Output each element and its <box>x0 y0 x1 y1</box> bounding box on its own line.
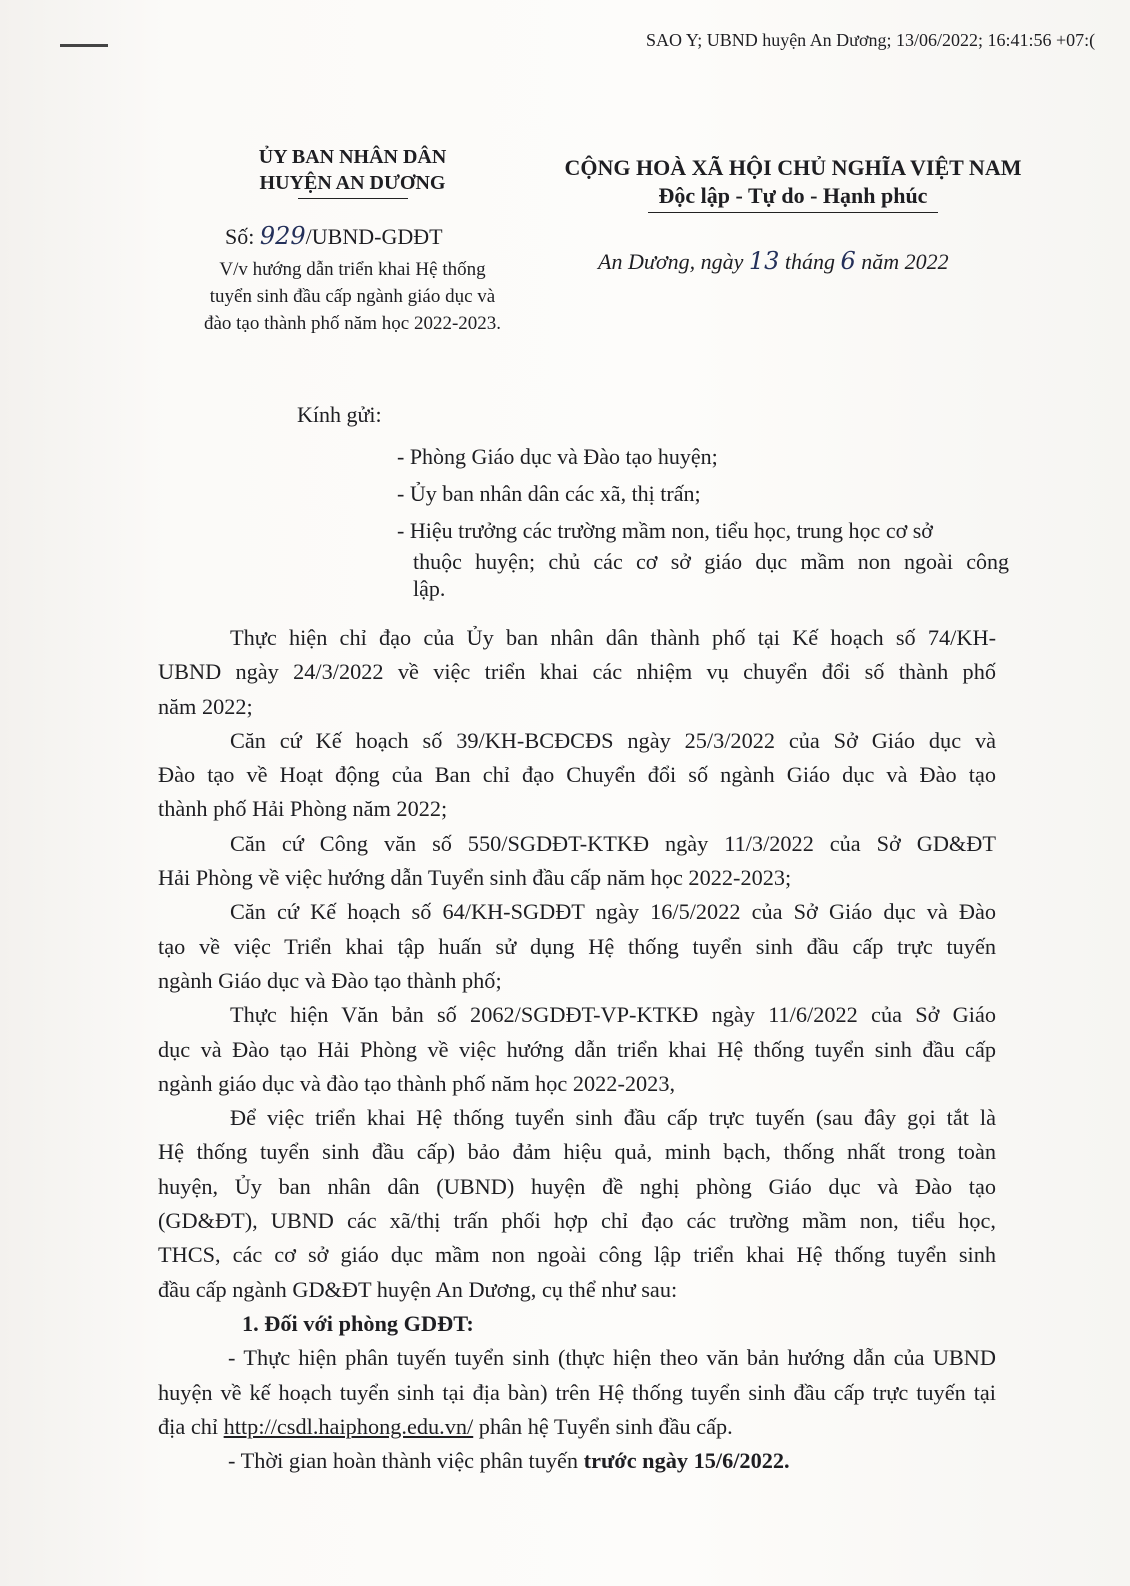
paragraph-line: Đào tạo về Hoạt động của Ban chỉ đạo Chuyển đổi số ngành Giáo dục và Đào tạo <box>158 762 996 788</box>
item-line <box>158 1444 996 1478</box>
date-text: tháng <box>779 249 841 274</box>
paragraph-line: đầu cấp ngành GD&ĐT huyện An Dương, cụ thể như sau: <box>158 1276 678 1302</box>
date-text: An Dương, ngày <box>598 249 749 274</box>
so-code: /UBND-GDĐT <box>305 224 443 249</box>
document-date <box>598 247 949 275</box>
recipients <box>397 438 1009 603</box>
paragraph-line: Để việc triển khai Hệ thống tuyển sinh đầu cấp trực tuyến (sau đây gọi tắt là <box>230 1105 996 1131</box>
paragraph-line: ngành Giáo dục và Đào tạo thành phố; <box>158 967 502 993</box>
paragraph-line: huyện, Ủy ban nhân dân (UBND) huyện đề nghị phòng Giáo dục và Đào tạo <box>158 1173 996 1199</box>
recipient-continued: thuộc huyện; chủ các cơ sở giáo dục mầm non ngoài công <box>413 549 1009 574</box>
issuer-header <box>200 144 505 199</box>
so-label: Số: <box>225 224 260 249</box>
paragraph-line: dục và Đào tạo Hải Phòng về việc hướng dẫn triển khai Hệ thống tuyển sinh đầu cấp <box>158 1036 996 1062</box>
item-line <box>158 1410 996 1444</box>
paragraph-line: Căn cứ Kế hoạch số 64/KH-SGDĐT ngày 16/5/2022 của Sở Giáo dục và Đào <box>230 899 996 925</box>
paragraph-line: năm 2022; <box>158 693 253 719</box>
paragraph-line: ngành giáo dục và đào tạo thành phố năm học 2022-2023, <box>158 1070 676 1096</box>
recipient: - Hiệu trưởng các trường mầm non, tiểu học, trung học cơ sở <box>397 518 933 543</box>
scan-mark <box>60 44 108 47</box>
item-line: huyện về kế hoạch tuyển sinh tại địa bàn) trên Hệ thống tuyển sinh đầu cấp trực tuyến tại <box>158 1379 996 1405</box>
issuer-line1: ỦY BAN NHÂN DÂN <box>258 146 447 168</box>
paragraph-line: (GD&ĐT), UBND các xã/thị trấn phối hợp chỉ đạo các trường mầm non, tiểu học, <box>158 1208 996 1234</box>
paragraph-line: thành phố Hải Phòng năm 2022; <box>158 796 448 822</box>
subject-line: V/v hướng dẫn triển khai Hệ thống <box>219 259 486 280</box>
csdl-link[interactable]: http://csdl.haiphong.edu.vn/ <box>223 1413 474 1439</box>
item-text: địa chỉ <box>158 1413 224 1439</box>
subject <box>180 256 525 337</box>
paragraph-line: Thực hiện chỉ đạo của Ủy ban nhân dân thành phố tại Kế hoạch số 74/KH- <box>230 625 996 650</box>
paragraph-line: UBND ngày 24/3/2022 về việc triển khai các nhiệm vụ chuyển đổi số thành phố <box>158 659 996 685</box>
section-heading: 1. Đối với phòng GDĐT: <box>242 1310 474 1336</box>
handwritten-day: 13 <box>748 247 780 275</box>
recipient-continued: lập. <box>413 576 446 601</box>
deadline: trước ngày 15/6/2022. <box>583 1448 790 1474</box>
paragraph-line: Căn cứ Công văn số 550/SGDĐT-KTKĐ ngày 11/3/2022 của Sở GD&ĐT <box>230 830 996 856</box>
subject-line: tuyển sinh đầu cấp ngành giáo dục và <box>209 286 496 307</box>
paragraph-line: Căn cứ Kế hoạch số 39/KH-BCĐCĐS ngày 25/3/2022 của Sở Giáo dục và <box>230 727 996 753</box>
greeting: Kính gửi: <box>297 402 382 427</box>
handwritten-number: 929 <box>259 222 306 250</box>
national-header <box>548 154 1038 213</box>
handwritten-month: 6 <box>840 247 856 275</box>
paragraph-line: THCS, các cơ sở giáo dục mầm non ngoài công lập triển khai Hệ thống tuyển sinh <box>158 1242 996 1268</box>
recipient: - Ủy ban nhân dân các xã, thị trấn; <box>397 481 701 506</box>
paragraph-line: Hải Phòng về việc hướng dẫn Tuyển sinh đầu cấp năm học 2022-2023; <box>158 865 792 891</box>
item-text: - Thời gian hoàn thành việc phân tuyến <box>228 1448 584 1474</box>
divider <box>298 198 408 199</box>
document-body <box>158 621 996 1478</box>
paragraph-line: tạo về việc Triển khai tập huấn sử dụng Hệ thống tuyển sinh đầu cấp trực tuyến <box>158 933 996 959</box>
national-title: CỘNG HOÀ XÃ HỘI CHỦ NGHĨA VIỆT NAM <box>564 155 1022 180</box>
paragraph-line: Hệ thống tuyển sinh đầu cấp) bảo đảm hiệu quả, minh bạch, thống nhất trong toàn <box>158 1139 996 1165</box>
paragraphs <box>158 621 996 1307</box>
item-line: - Thực hiện phân tuyến tuyển sinh (thực hiện theo văn bản hướng dẫn của UBND <box>228 1345 996 1371</box>
copy-stamp: SAO Y; UBND huyện An Dương; 13/06/2022; 16:41:56 +07:( <box>646 30 1096 50</box>
document-number <box>225 222 443 250</box>
date-text: năm 2022 <box>855 249 949 274</box>
divider <box>648 212 938 213</box>
item-text: phân hệ Tuyển sinh đầu cấp. <box>473 1413 733 1439</box>
recipient: - Phòng Giáo dục và Đào tạo huyện; <box>397 444 718 469</box>
subject-line: đào tạo thành phố năm học 2022-2023. <box>203 313 502 334</box>
issuer-line2: HUYỆN AN DƯƠNG <box>259 172 446 194</box>
paragraph-line: Thực hiện Văn bản số 2062/SGDĐT-VP-KTKĐ ngày 11/6/2022 của Sở Giáo <box>230 1002 996 1028</box>
national-motto: Độc lập - Tự do - Hạnh phúc <box>658 183 928 208</box>
